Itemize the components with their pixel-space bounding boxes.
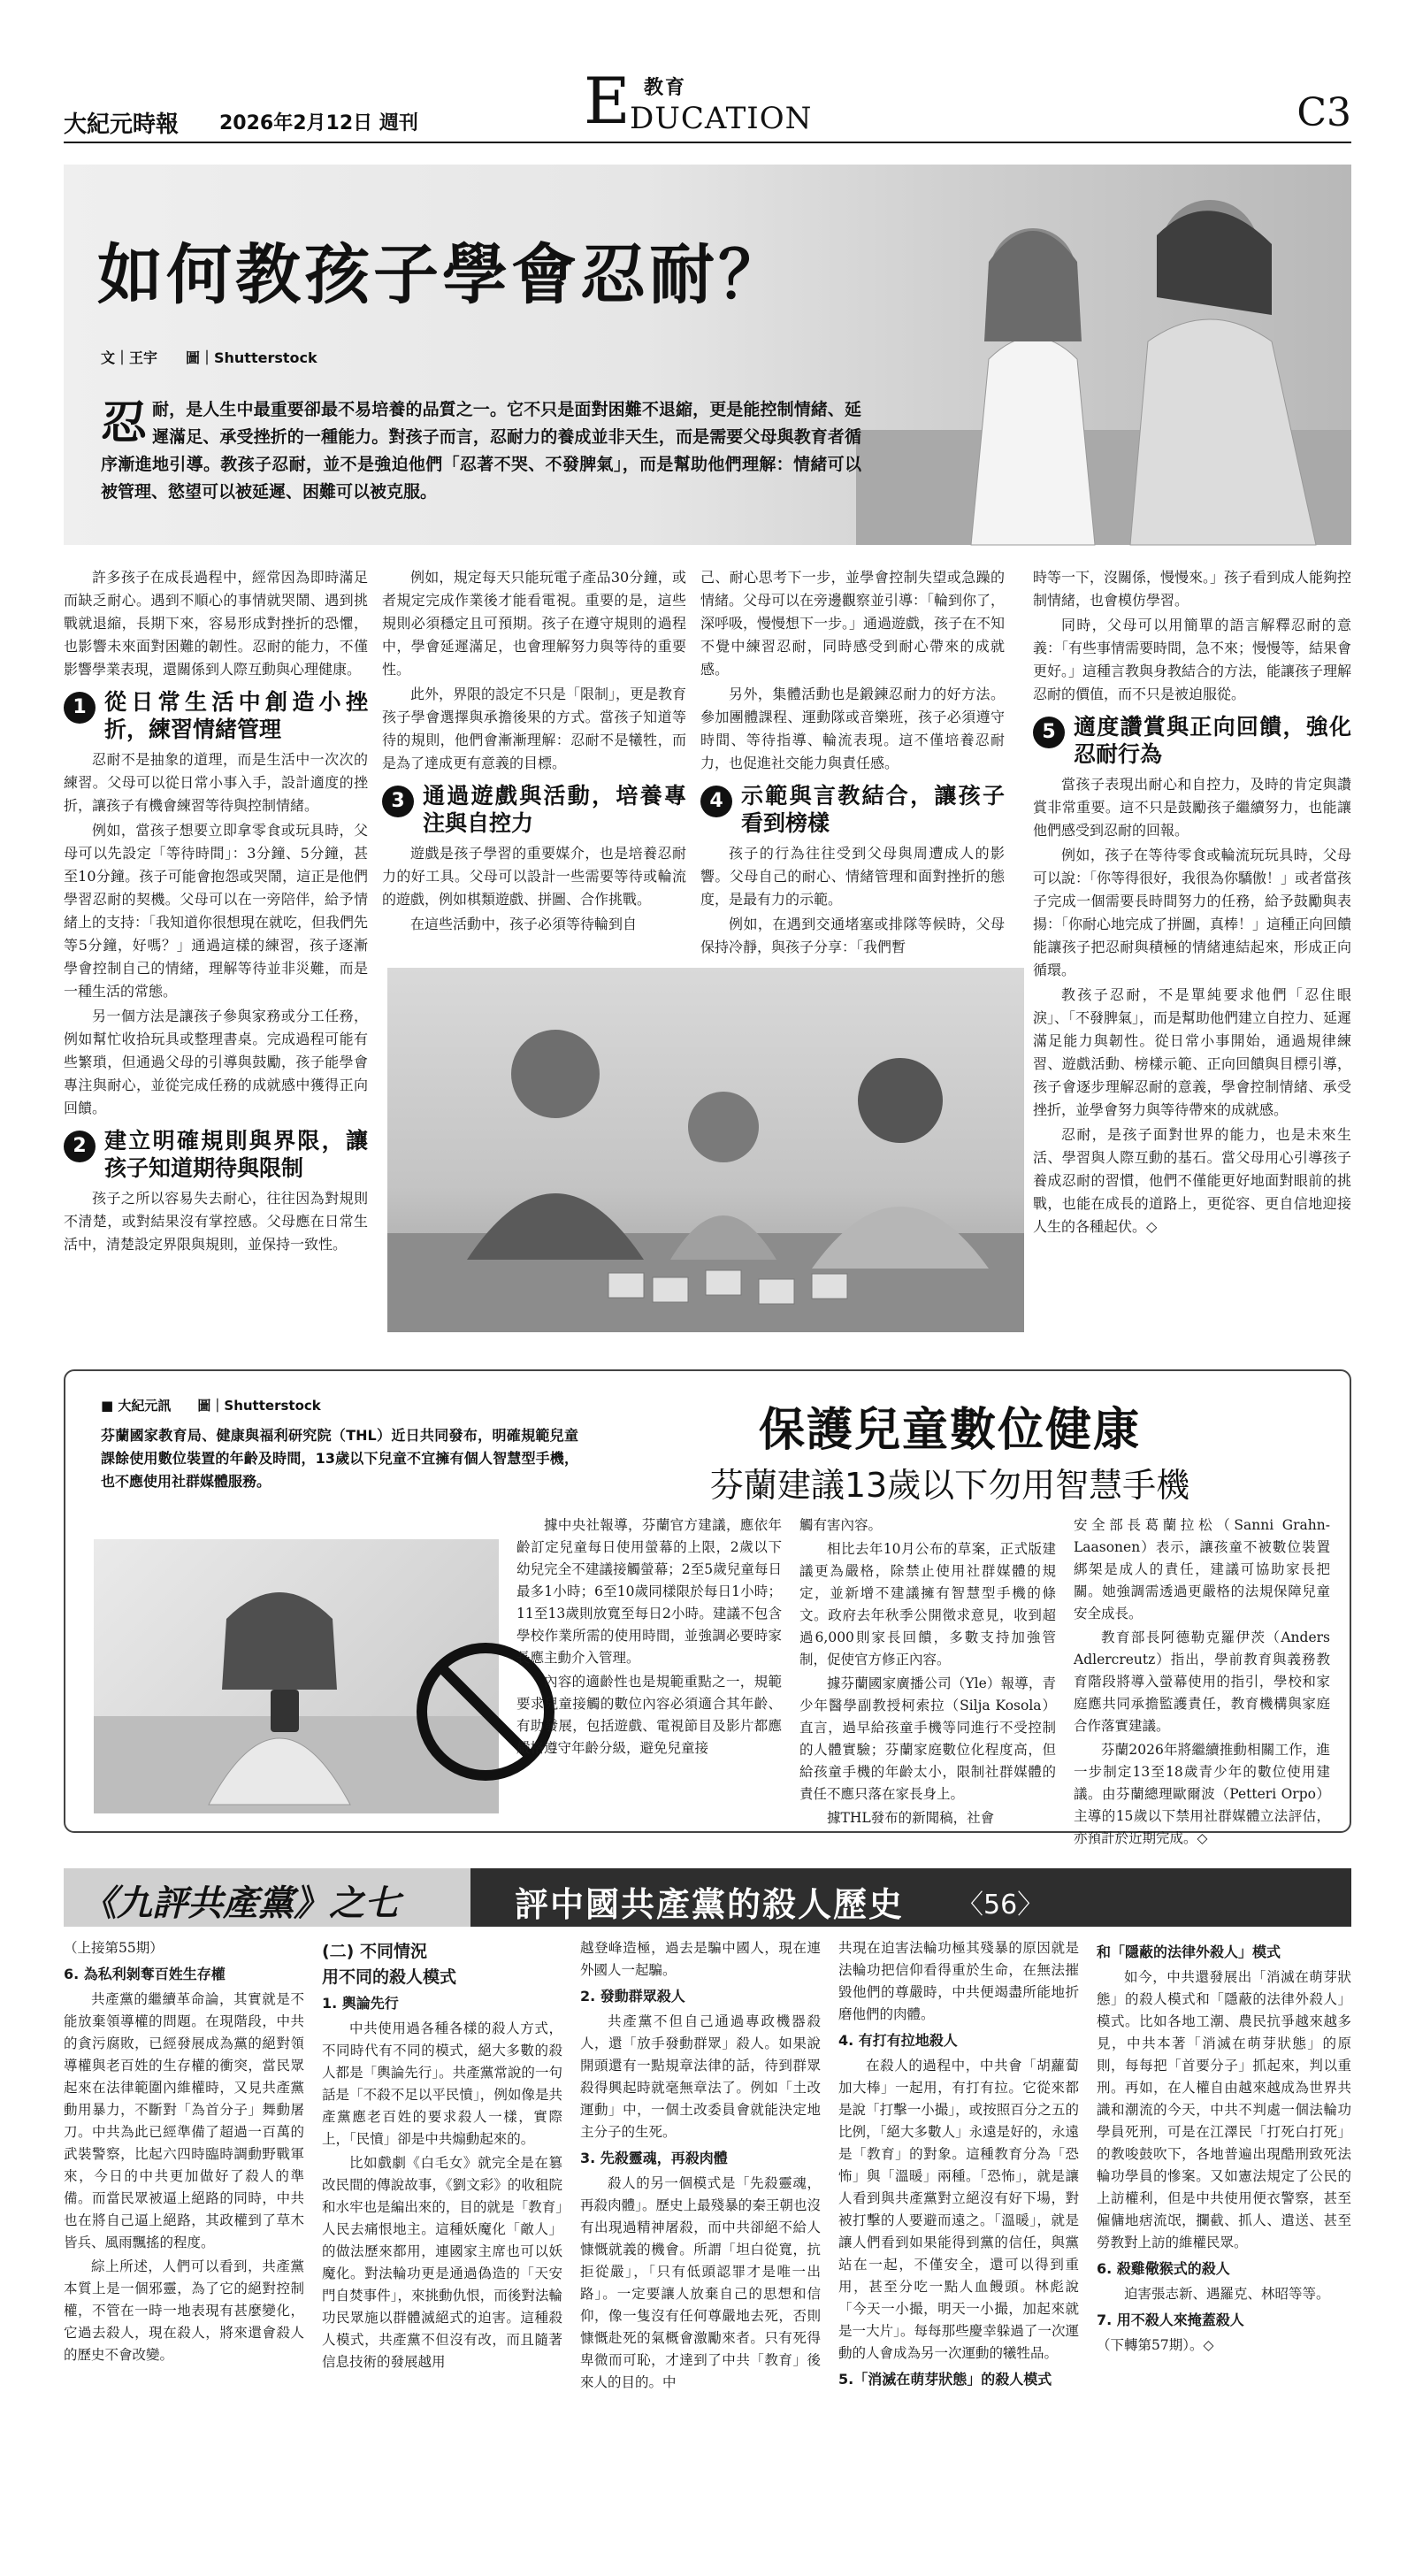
series-column-3 — [580, 1937, 821, 2557]
subhead-title-2: 建立明確規則與界限，讓孩子知道期待與限制 — [104, 1128, 368, 1181]
page-number: C3 — [1296, 90, 1351, 135]
lead-text: 耐，是人生中最重要卻最不易培養的品質之一。它不只是面對困難不退縮，更是能控制情緒、延遲滿足、承受挫折的一種能力。對孩子而言，忍耐力的養成並非天生，而是需要父母與教育者循序漸進地引導。教孩子忍耐，並不是強迫他們「忍著不哭、不發脾氣」，而是幫助他們理解：情緒可以被管理、慾望可以被延遲、困難可以被克服。 — [101, 400, 861, 502]
paragraph: 芬蘭2026年將繼續推動相關工作，進一步制定13至18歲青少年的數位使用建議。由芬蘭總理歐爾波（Petteri Orpo）主導的15歲以下禁用社群媒體立法評估，亦預計於近期完成。◇ — [1074, 1742, 1330, 1846]
paragraph: 如今，中共還發展出「消滅在萌芽狀態」的殺人模式和「隱蔽的法律外殺人」模式。比如各地工潮、農民抗爭越來越多見，中共本著「消滅在萌芽狀態」的原則，每每把「首要分子」抓起來，判以重刑。再如，在人權自由越來越成為世界共識和潮流的今天，中共不判處一個法輪功學員死刑，可是在江澤民「打死白打死」的教唆鼓吹下，各地普遍出現酷刑致死法輪功學員的慘案。又如憲法規定了公民的上訪權利，但是中共使用便衣警察，甚至僱傭地痞流氓，攔截、抓人、遣送、甚至勞教對上訪的維權民眾。 — [1097, 1969, 1351, 2250]
paragraph: 教育部長阿德勒克羅伊茨（Anders Adlercreutz）指出，學前教育與義務教育階段將導入螢幕使用的指引，學校和家庭應共同承擔監護責任，教育機構與家庭合作落實建議。 — [1074, 1629, 1330, 1734]
paragraph: 據中央社報導，芬蘭官方建議，應依年齡訂定兒童每日使用螢幕的上限，2歲以下幼兒完全不建議接觸螢幕；2至5歲兒童每日最多1小時；6至10歲同樣限於每日1小時；11至13歲則放寬至每日2小時。建議不包含學校作業所需的使用時間，並強調必要時家長應主動介入管理。 — [516, 1517, 782, 1666]
series-column-1 — [64, 1937, 304, 2557]
section-zh: 教育 — [644, 77, 687, 99]
subhead-2 — [64, 1127, 368, 1182]
series-heading-5b: 和「隱蔽的法律外殺人」模式 — [1097, 1944, 1281, 1960]
series-part: 〈56〉 — [957, 1890, 1044, 1920]
series-title-left: 《九評共產黨》之七 — [81, 1882, 400, 1924]
hero-photo — [856, 165, 1351, 545]
paragraph: 另一個方法是讓孩子參與家務或分工任務，例如幫忙收拾玩具或整理書桌。完成過程可能有些繁瑣，但通過父母的引導與鼓勵，孩子能學會專注與耐心，並從完成任務的成就感中獲得正向回饋。 — [64, 1008, 368, 1116]
paragraph: 孩子的行為往往受到父母與周遭成人的影響。父母自己的耐心、情緒管理和面對挫折的態度，是最有力的示範。 — [700, 845, 1005, 908]
masthead-rule — [64, 142, 1351, 143]
paragraph: 例如，規定每天只能玩電子產品30分鐘，或者規定完成作業後才能看電視。重要的是，這些規則必須穩定且可預期。孩子在遵守規則的過程中，學會延遲滿足，也會理解努力與等待的重要性。 — [382, 569, 686, 678]
paragraph: 內容的適齡性也是規範重點之一，規範要求兒童接觸的數位內容必須適合其年齡、有助發展，包括遊戲、電視節目及影片都應嚴格遵守年齡分級，避免兒童接 — [516, 1674, 782, 1756]
section-name: DUCATION — [630, 101, 813, 136]
subhead-1 — [64, 688, 368, 743]
photo-illustration — [387, 968, 1024, 1332]
series-heading-3: 3. 先殺靈魂，再殺肉體 — [580, 2150, 728, 2166]
paragraph: 遊戲是孩子學習的重要媒介，也是培養忍耐力的好工具。父母可以設計一些需要等待或輪流的遊戲，例如棋類遊戲、拼圖、合作挑戰。 — [382, 845, 686, 908]
paragraph: 據芬蘭國家廣播公司（Yle）報導，青少年醫學副教授柯索拉（Silja Kosola）直言，過早給孩童手機等同進行不受控制的人體實驗；芬蘭家庭數位化程度高，但給孩童手機的年齡太小，限制社群媒體的責任不應只落在家長身上。 — [799, 1675, 1056, 1802]
paragraph: 例如，當孩子想要立即拿零食或玩具時，父母可以先設定「等待時間」：3分鐘、5分鐘，甚至10分鐘。孩子可能會抱怨或哭鬧，這正是他們學習忍耐的契機。父母可以在一旁陪伴，給予情緒上的支持：「我知道你很想現在就吃，但我們先等5分鐘，好嗎？」通過這樣的練習，孩子逐漸學會控制自己的情緒，理解等待並非災難，而是一種生活的常態。 — [64, 822, 369, 1000]
box-title: 保護兒童數位健康 — [758, 1404, 1141, 1457]
paragraph: 當孩子表現出耐心和自控力，及時的肯定與讚賞非常重要。這不只是鼓勵孩子繼續努力，也能讓他們感受到忍耐的回報。 — [1033, 776, 1351, 839]
series-column-5 — [1097, 1937, 1351, 2557]
section-letter: E — [584, 64, 631, 138]
article-column-4 — [1033, 566, 1351, 1345]
article-column-1 — [64, 566, 368, 1345]
paragraph: 忍耐不是抽象的道理，而是生活中一次次的練習。父母可以從日常小事入手，設計適度的挫折，讓孩子有機會練習等待與控制情緒。 — [64, 751, 368, 814]
continued-from: （上接第55期） — [64, 1940, 164, 1956]
paragraph: 另外，集體活動也是鍛鍊忍耐力的好方法。參加團體課程、運動隊或音樂班，孩子必須遵守時間、等待指導、輪流表現。這不僅培養忍耐力，也促進社交能力與責任感。 — [700, 686, 1005, 771]
paragraph: 此外，界限的設定不只是「限制」，更是教育孩子學會選擇與承擔後果的方式。當孩子知道等待的規則，他們會漸漸理解：忍耐不是犧牲，而是為了達成更有意義的目標。 — [382, 686, 687, 771]
paragraph: 同時，父母可以用簡單的語言解釋忍耐的意義：「有些事情需要時間，急不來；慢慢等，結果會更好。」這種言教與身教結合的方法，能讓孩子理解忍耐的價值，而不只是被迫服從。 — [1033, 617, 1352, 702]
box-subtitle: 芬蘭建議13歲以下勿用智慧手機 — [709, 1466, 1190, 1505]
subhead-title-3: 通過遊戲與活動，培養專注與自控力 — [423, 783, 686, 836]
paragraph: 共產黨不但自己通過專政機器殺人，還「放手發動群眾」殺人。如果說開頭還有一點規章法律的話，待到群眾殺得興起時就毫無章法了。例如「土改運動」中，一個土改委員會就能決定地主分子的生死。 — [580, 2013, 821, 2140]
hero-banner — [64, 165, 1351, 545]
subhead-number-1: 1 — [64, 692, 96, 724]
subhead-number-2: 2 — [64, 1131, 96, 1162]
paragraph: 己、耐心思考下一步，並學會控制失望或急躁的情緒。父母可以在旁邊觀察並引導：「輪到你了，深呼吸，慢慢想下一步。」通過遊戲，孩子在不知不覺中練習忍耐，同時感受到耐心帶來的成就感。 — [700, 569, 1006, 678]
paragraph: 孩子之所以容易失去耐心，往往因為對規則不清楚，或對結果沒有掌控感。父母應在日常生活中，清楚設定界限與規則，並保持一致性。 — [64, 1190, 368, 1253]
subhead-number-4: 4 — [700, 786, 732, 817]
series-section-heading: (二) 不同情況 — [322, 1942, 427, 1961]
paragraph: 例如，在遇到交通堵塞或排隊等候時，父母保持冷靜，與孩子分享：「我們暫 — [700, 916, 1005, 955]
series-heading-2: 2. 發動群眾殺人 — [580, 1988, 685, 2005]
paragraph: 觸有害內容。 — [799, 1517, 883, 1533]
subhead-3 — [382, 782, 686, 837]
series-title-right: 評中國共產黨的殺人歷史 — [515, 1885, 905, 1924]
paragraph: 越登峰造極，過去是騙中國人，現在連外國人一起騙。 — [580, 1940, 821, 1978]
series-column-4 — [838, 1937, 1079, 2557]
article-byline: 文｜王宇 圖｜Shutterstock — [101, 349, 317, 366]
series-column-2 — [322, 1937, 562, 2557]
paragraph: 迫害張志新、遇羅克、林昭等等。 — [1124, 2286, 1330, 2302]
series-heading-7: 7. 用不殺人來掩蓋殺人 — [1097, 2312, 1244, 2328]
issue-date: 2026年2月12日 週刊 — [219, 112, 418, 134]
series-heading-6b: 6. 殺雞儆猴式的殺人 — [1097, 2260, 1230, 2277]
subhead-title-4: 示範與言教結合，讓孩子看到榜樣 — [741, 783, 1005, 836]
subhead-5 — [1033, 713, 1351, 768]
continued-to: （下轉第57期）。◇ — [1097, 2337, 1214, 2353]
article-column-2 — [382, 566, 686, 955]
paragraph: 在這些活動中，孩子必須等待輪到自 — [410, 916, 638, 932]
paragraph: 例如，孩子在等待零食或輪流玩玩具時，父母可以說：「你等得很好，我很為你驕傲！」或者當孩子完成一個需要長時間努力的任務，給予鼓勵與表揚：「你耐心地完成了拼圖，真棒！」這種正向回饋能讓孩子把忍耐與積極的情緒連結起來，形成正向循環。 — [1033, 847, 1352, 978]
paragraph: 據THL發布的新聞稿，社會 — [827, 1810, 995, 1826]
paragraph: 時等一下，沒關係，慢慢來。」孩子看到成人能夠控制情緒，也會模仿學習。 — [1033, 569, 1352, 609]
paragraph: 相比去年10月公布的草案，正式版建議更為嚴格，除禁止使用社群媒體的規定，並新增不建議擁有智慧型手機的條文。政府去年秋季公開徵求意見，收到超過6,000則家長回饋，多數支持加強管制，促使官方修正內容。 — [799, 1541, 1056, 1668]
subhead-number-3: 3 — [382, 786, 414, 817]
subhead-title-1: 從日常生活中創造小挫折，練習情緒管理 — [104, 689, 368, 742]
masthead — [0, 0, 1415, 142]
series-heading-4: 4. 有打有拉地殺人 — [838, 2032, 958, 2049]
box-column-3 — [1074, 1514, 1330, 1846]
box-column-2 — [799, 1514, 1056, 1826]
article-title: 如何教孩子學會忍耐？ — [97, 237, 787, 313]
paragraph: 安全部長葛蘭拉松（Sanni Grahn-Laasonen）表示，讓孩童不被數位裝置綁架是成人的責任，建議可協助家長把關。她強調需透過更嚴格的法規保障兒童安全成長。 — [1074, 1517, 1330, 1622]
paragraph: 忍耐，是孩子面對世界的能力，也是未來生活、學習與人際互動的基石。當父母用心引導孩子養成忍耐的習慣，他們不僅能更好地面對眼前的挑戰，也能在成長的道路上，更從容、更自信地迎接人生的各種起伏。◇ — [1033, 1126, 1351, 1235]
series-heading-6: 6. 為私利剝奪百姓生存權 — [64, 1966, 226, 1982]
family-puzzle-photo — [387, 968, 1024, 1332]
paragraph: 教孩子忍耐，不是單純要求他們「忍住眼淚」、「不發脾氣」，而是幫助他們建立自控力、延遲滿足能力與韌性。從日常小事開始，通過規律練習、遊戲活動、榜樣示範、正向回饋與目標引導，孩子會逐步理解忍耐的意義，學會控制情緒、承受挫折，並學會努力與等待帶來的成就感。 — [1033, 986, 1352, 1118]
paragraph: 殺人的另一個模式是「先殺靈魂，再殺肉體」。歷史上最殘暴的秦王朝也沒有出現過精神屠殺，而中共卻絕不給人慷慨就義的機會。所謂「坦白從寬，抗拒從嚴」，「只有低頭認罪才是唯一出路」。一定要讓人放棄自己的思想和信仰，像一隻沒有任何尊嚴地去死，否則慷慨赴死的氣概會激勵來者。只有死得卑微而可恥，才達到了中共「教育」後來人的目的。中 — [580, 2175, 821, 2390]
lead-initial: 忍 — [101, 396, 148, 450]
series-banner — [64, 1868, 1351, 1927]
series-section-subheading: 用不同的殺人模式 — [322, 1967, 457, 1987]
paragraph: 比如戲劇《白毛女》就完全是在篡改民間的傳說故事，《劉文彩》的收租院和水牢也是編出來的，目的就是「教育」人民去痛恨地主。這種妖魔化「敵人」的做法歷來都用，連國家主席也可以妖魔化。對法輪功更是通過偽造的「天安門自焚事件」，來挑動仇恨，而後對法輪功民眾施以群體滅絕式的迫害。這種殺人模式，共產黨不但沒有改，而且隨著信息技術的發展越用 — [322, 2155, 562, 2370]
intro-paragraph: 許多孩子在成長過程中，經常因為即時滿足而缺乏耐心。遇到不順心的事情就哭鬧、遇到挑戰就退縮，長期下來，容易形成對挫折的恐懼，也影響未來面對困難的韌性。忍耐的能力，不僅影響學業表現，還關係到人際互動與心理健康。 — [64, 569, 368, 678]
paragraph: 共產黨的繼續革命論，其實就是不能放棄領導權的問題。在現階段，中共的貪污腐敗，已經發展成為黨的絕對領導權與老百姓的生存權的衝突，當民眾起來在法律範圍內維權時，又見共產黨動用暴力，不斷對「為首分子」舞動屠刀。中共為此已經準備了超過一百萬的武裝警察，比起六四時臨時調動野戰軍來，今日的中共更加做好了殺人的準備。而當民眾被逼上絕路的同時，中共也在將自己逼上絕路，其政權到了草木皆兵、風雨飄搖的程度。 — [64, 1991, 304, 2250]
finland-box — [64, 1369, 1351, 1846]
box-byline: ■ 大紀元訊 圖｜Shutterstock — [101, 1398, 321, 1414]
newspaper-logo: 大紀元時報 — [64, 111, 180, 138]
series-heading-1: 1. 輿論先行 — [322, 1995, 399, 2012]
subhead-title-5: 適度讚賞與正向回饋，強化忍耐行為 — [1074, 714, 1351, 767]
series-heading-5: 5.「消滅在萌芽狀態」的殺人模式 — [838, 2371, 1052, 2388]
box-column-1 — [516, 1514, 782, 1815]
paragraph: 共現在迫害法輪功極其殘暴的原因就是法輪功把信仰看得重於生命，在無法摧毀他們的尊嚴時，中共便竭盡所能地折磨他們的肉體。 — [838, 1940, 1079, 2022]
paragraph: 在殺人的過程中，中共會「胡蘿蔔加大棒」一起用，有打有拉。它從來都是說「打擊一小撮」，或按照百分之五的比例，「絕大多數人」永遠是好的，永遠是「教育」的對象。這種教育分為「恐怖」與「溫暖」兩種。「恐怖」，就是讓人看到與共產黨對立絕沒有好下場，對被打擊的人要避而遠之。「溫暖」，就是讓人們看到如果能得到黨的信任，與黨站在一起，不僅安全，還可以得到重用，甚至分吃一點人血饅頭。林彪說「今天一小撮，明天一小撮，加起來就是一大片」。每每那些慶幸躲過了一次運動的人會成為另一次運動的犧牲品。 — [838, 2058, 1079, 2361]
subhead-4 — [700, 782, 1005, 837]
paragraph: 綜上所述，人們可以看到，共產黨本質上是一個邪靈，為了它的絕對控制權，不管在一時一地表現有甚麼變化，它過去殺人，現在殺人，將來還會殺人的歷史不會改變。 — [64, 2258, 304, 2363]
subhead-number-5: 5 — [1033, 717, 1065, 748]
article-lead — [101, 396, 861, 506]
paragraph: 中共使用過各種各樣的殺人方式，不同時代有不同的模式，絕大多數的殺人都是「輿論先行」。共產黨常說的一句話是「不殺不足以平民憤」，例如像是共產黨應老百姓的要求殺人一樣，實際上，「民憤」卻是中共煽動起來的。 — [322, 2020, 562, 2147]
box-lead: 芬蘭國家教育局、健康與福利研究院（THL）近日共同發布，明確規範兒童課餘使用數位裝置的年齡及時間，13歲以下兒童不宜擁有個人智慧型手機，也不應使用社群媒體服務。 — [101, 1427, 578, 1490]
article-column-3 — [700, 566, 1005, 955]
